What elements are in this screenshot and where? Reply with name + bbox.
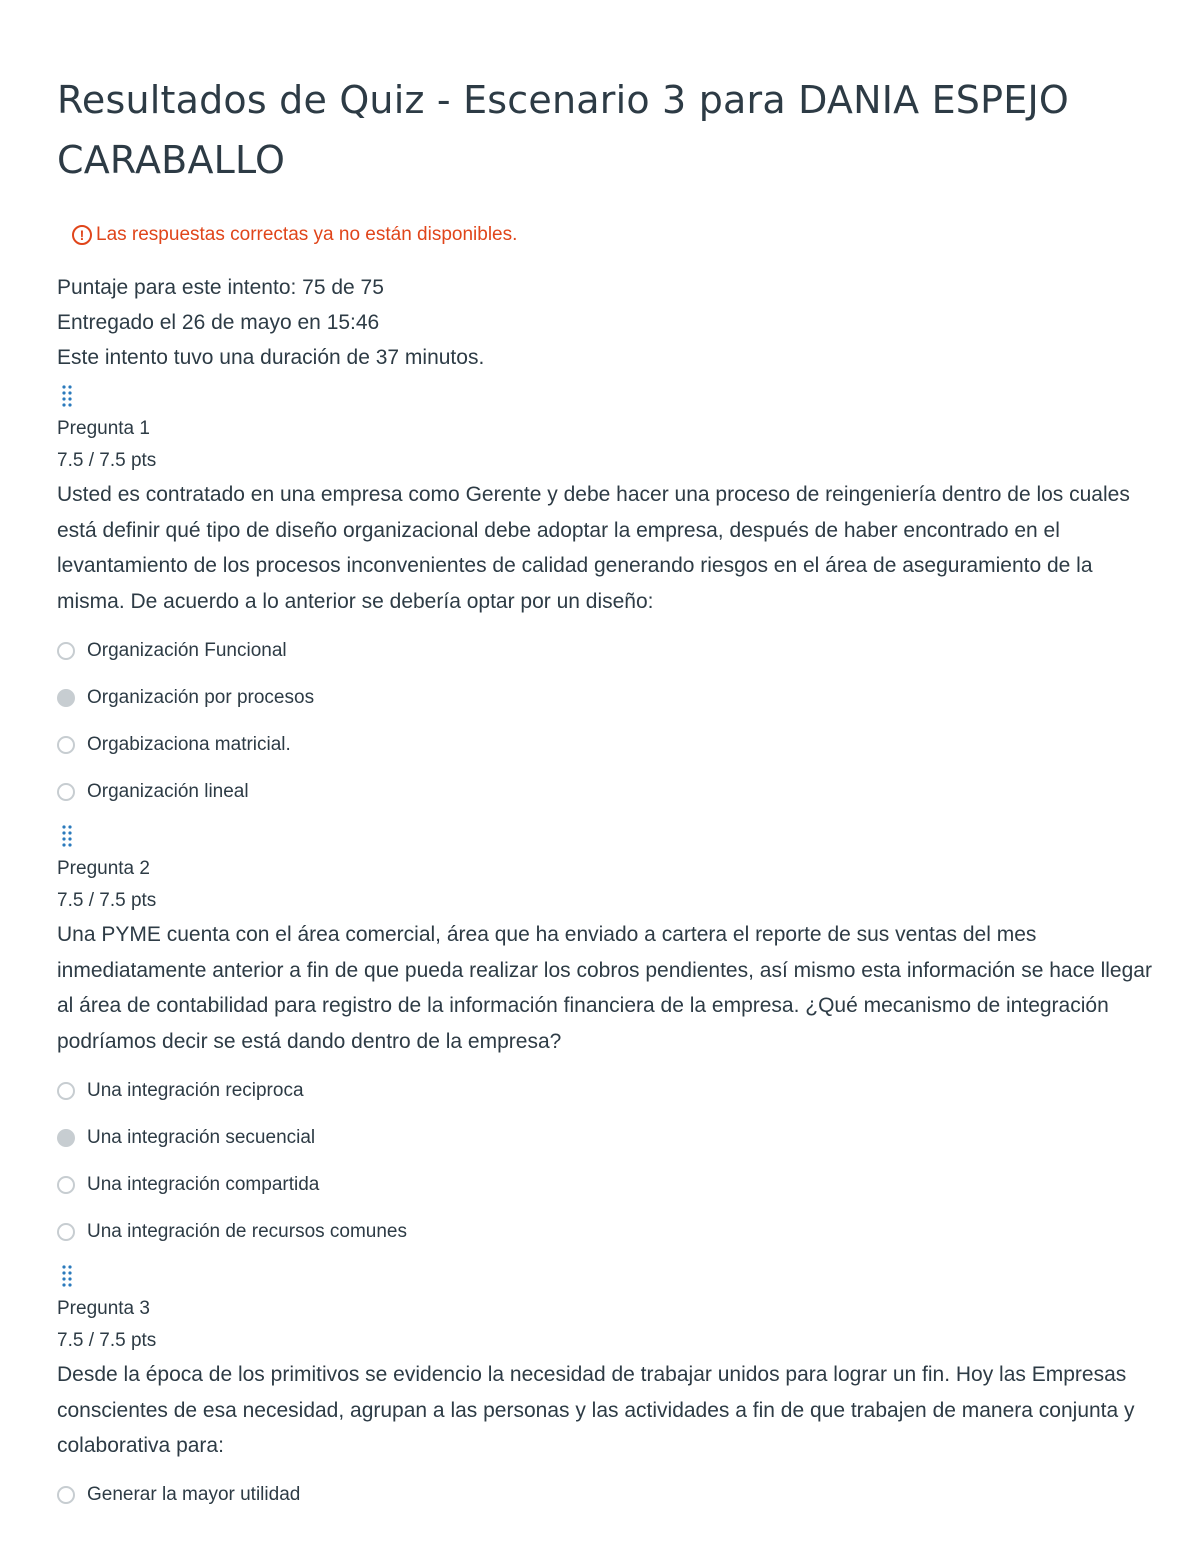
answer-option[interactable] — [57, 768, 1157, 815]
question-label: Pregunta 2 — [57, 858, 150, 879]
answer-label: Una integración compartida — [87, 1173, 320, 1195]
attempt-duration: Este intento tuvo una duración de 37 minutos. — [57, 346, 485, 369]
answer-option[interactable] — [57, 1067, 1157, 1114]
answer-list — [57, 627, 1157, 815]
drag-handle-icon[interactable] — [61, 379, 83, 413]
answer-label: Organización Funcional — [87, 639, 287, 661]
answer-option[interactable] — [57, 1114, 1157, 1161]
question-label: Pregunta 1 — [57, 418, 150, 439]
answer-option[interactable] — [57, 1472, 1157, 1519]
answer-label: Organización por procesos — [87, 686, 315, 708]
warning-circle-icon: ! — [72, 225, 92, 245]
answer-label: Orgabizaciona matricial. — [87, 733, 291, 755]
question-points: 7.5 / 7.5 pts — [57, 1330, 157, 1351]
radio-button[interactable] — [57, 642, 75, 660]
question-text: Usted es contratado en una empresa como Gerente y debe hacer una proceso de reingeniería dentro de los cuales está definir qué tipo de diseño organizacional debe adoptar la empresa, después de haber encontrado en el levantamiento de los procesos inconvenientes de calidad generando riesgos en el área de aseguramiento de la misma. De acuerdo a lo anterior se debería optar por un diseño: — [57, 483, 1130, 613]
radio-button[interactable] — [57, 1082, 75, 1100]
answer-label: Una integración secuencial — [87, 1126, 316, 1148]
drag-handle-icon[interactable] — [61, 1259, 83, 1293]
radio-button[interactable] — [57, 1223, 75, 1241]
question-text: Desde la época de los primitivos se evidencio la necesidad de trabajar unidos para lograr un fin. Hoy las Empresas conscientes de esa necesidad, agrupan a las personas y las actividades a fin de que trabajen de manera conjunta y colaborativa para: — [57, 1363, 1135, 1457]
radio-button-selected[interactable] — [57, 1129, 75, 1147]
question-points: 7.5 / 7.5 pts — [57, 890, 157, 911]
page-title: Resultados de Quiz - Escenario 3 para DANIA ESPEJO CARABALLO — [57, 78, 1069, 182]
answer-option[interactable] — [57, 1208, 1157, 1255]
attempt-summary — [57, 270, 1157, 375]
answer-option[interactable] — [57, 721, 1157, 768]
answer-label: Generar la mayor utilidad — [87, 1484, 301, 1505]
question-3 — [57, 1259, 1157, 1519]
notice-text: Las respuestas correctas ya no están disponibles. — [96, 224, 518, 245]
answer-label: Organización lineal — [87, 780, 249, 802]
answer-label: Una integración de recursos comunes — [87, 1220, 408, 1242]
answer-label: Una integración reciproca — [87, 1079, 304, 1101]
radio-button[interactable] — [57, 783, 75, 801]
answer-list — [57, 1472, 1157, 1519]
radio-button[interactable] — [57, 1486, 75, 1504]
attempt-score: Puntaje para este intento: 75 de 75 — [57, 276, 384, 299]
answer-list — [57, 1067, 1157, 1255]
answer-option[interactable] — [57, 1161, 1157, 1208]
radio-button-selected[interactable] — [57, 689, 75, 707]
answer-option[interactable] — [57, 674, 1157, 721]
quiz-results-page — [57, 70, 1157, 1519]
drag-handle-icon[interactable] — [61, 819, 83, 853]
question-2 — [57, 819, 1157, 1255]
attempt-submitted: Entregado el 26 de mayo en 15:46 — [57, 311, 380, 334]
answer-option[interactable] — [57, 627, 1157, 674]
question-points: 7.5 / 7.5 pts — [57, 450, 157, 471]
radio-button[interactable] — [57, 736, 75, 754]
answers-unavailable-notice — [72, 220, 1157, 250]
question-1 — [57, 379, 1157, 815]
radio-button[interactable] — [57, 1176, 75, 1194]
question-label: Pregunta 3 — [57, 1298, 150, 1319]
question-text: Una PYME cuenta con el área comercial, área que ha enviado a cartera el reporte de sus ventas del mes inmediatamente anterior a fin de que pueda realizar los cobros pendientes, así mismo esta información se hace llegar al área de contabilidad para registro de la información financiera de la empresa. ¿Qué mecanismo de integración podríamos decir se está dando dentro de la empresa? — [57, 923, 1152, 1053]
